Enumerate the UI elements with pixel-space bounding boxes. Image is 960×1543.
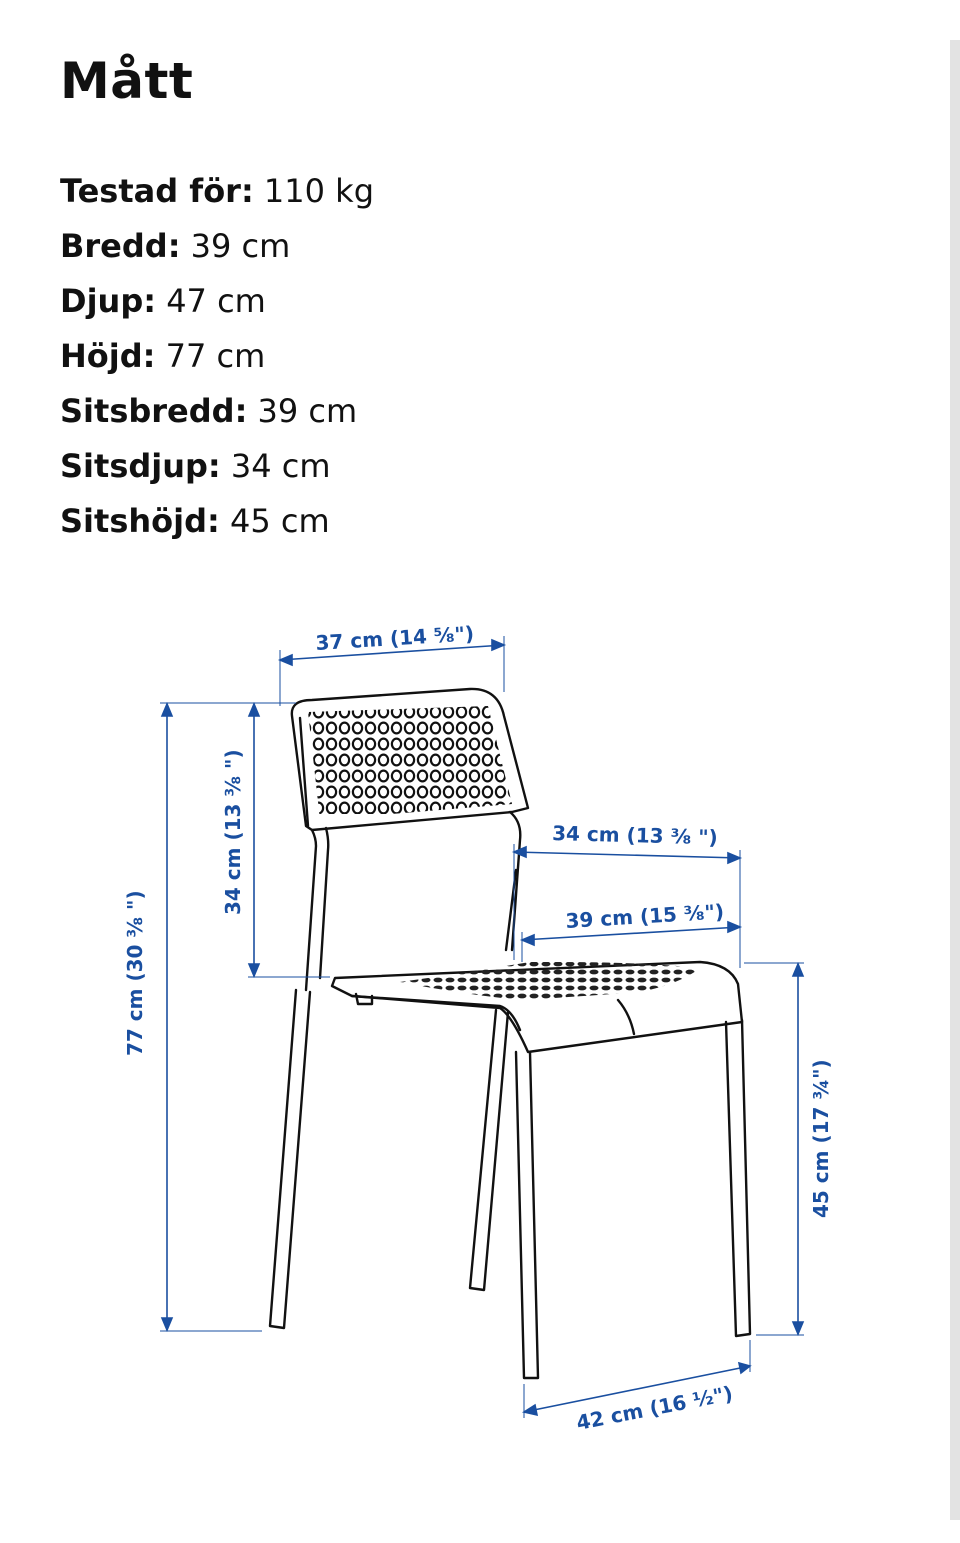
chair-leg-rear-right xyxy=(470,1010,508,1290)
chair-seat-front-curve xyxy=(618,1000,634,1034)
spec-row-height xyxy=(60,331,374,386)
label-total-height: 77 cm (30 ⅜ ") xyxy=(123,890,147,1056)
label-seat-depth: 34 cm (13 ⅜ ") xyxy=(551,821,719,850)
chair-backrest-holes xyxy=(306,702,516,814)
label-backrest-width: 37 cm (14 ⅝") xyxy=(314,621,475,655)
spec-row-seat-height xyxy=(60,496,374,551)
spec-row-seat-width xyxy=(60,386,374,441)
label-seat-width: 39 cm (15 ⅜") xyxy=(564,899,725,933)
spec-row-width xyxy=(60,221,374,276)
spec-value: 110 kg xyxy=(263,172,375,210)
chair-seat-hatch xyxy=(400,962,700,1000)
spec-label: Bredd: xyxy=(60,227,181,265)
chair-drawing xyxy=(270,689,750,1378)
label-seat-height: 45 cm (17 ¾") xyxy=(809,1059,833,1218)
label-backrest-height: 34 cm (13 ⅜ ") xyxy=(221,749,245,915)
spec-value: 47 cm xyxy=(166,282,266,320)
spec-label: Sitshöjd: xyxy=(60,502,220,540)
spec-value: 77 cm xyxy=(165,337,266,375)
spec-row-seat-depth xyxy=(60,441,374,496)
chair-leg-front-left xyxy=(516,1052,538,1378)
spec-label: Djup: xyxy=(60,282,157,320)
spec-label: Testad för: xyxy=(60,172,254,210)
spec-value: 45 cm xyxy=(229,502,330,540)
chair-rear-upright-left xyxy=(306,830,316,990)
chair-leg-front-right xyxy=(726,1020,750,1336)
spec-label: Sitsbredd: xyxy=(60,392,248,430)
spec-row-depth xyxy=(60,276,374,331)
spec-label: Sitsdjup: xyxy=(60,447,221,485)
spec-label: Höjd: xyxy=(60,337,156,375)
spec-row-tested-for xyxy=(60,166,374,221)
label-leg-width: 42 cm (16 ½") xyxy=(574,1381,735,1435)
spec-value: 39 cm xyxy=(190,227,291,265)
chair-rear-upright-left-b xyxy=(320,828,328,978)
spec-value: 34 cm xyxy=(230,447,331,485)
spec-list xyxy=(60,166,374,551)
chair-dimension-diagram xyxy=(0,560,960,1500)
page-title: Mått xyxy=(60,52,194,110)
spec-value: 39 cm xyxy=(257,392,358,430)
chair-leg-rear-left xyxy=(270,990,310,1328)
